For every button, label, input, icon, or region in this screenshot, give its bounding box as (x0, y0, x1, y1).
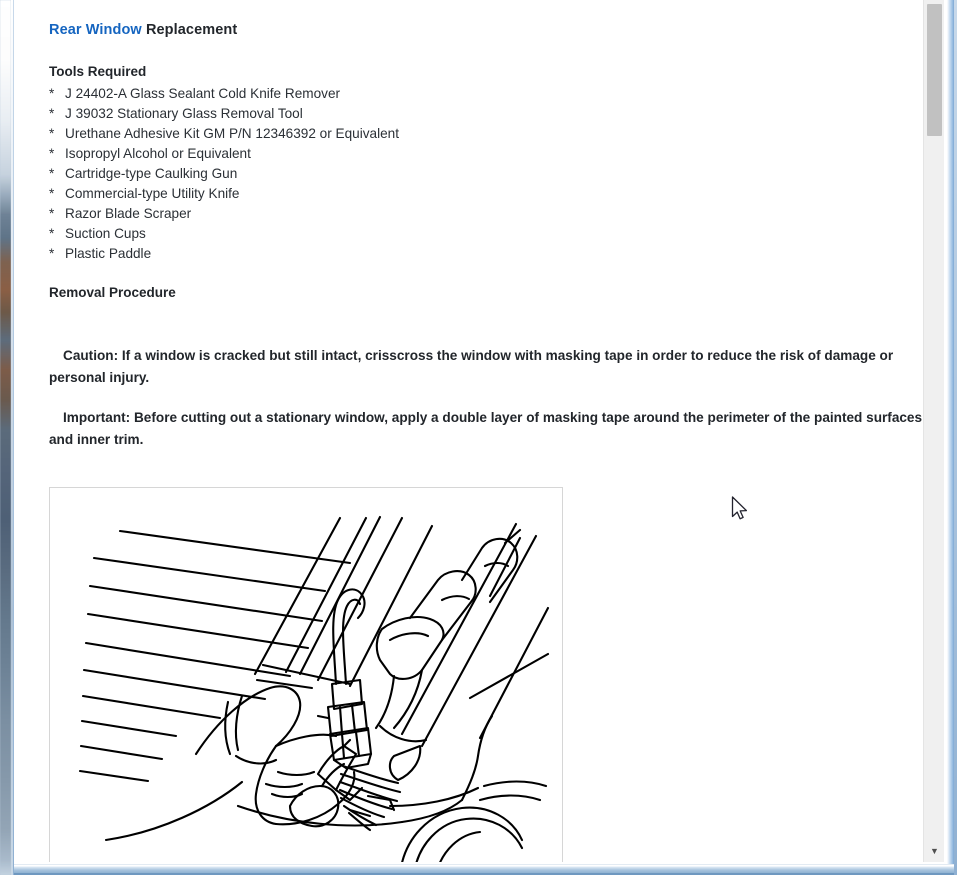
scroll-down-button[interactable] (924, 840, 945, 862)
bullet-marker: * (49, 86, 55, 101)
tools-required-heading: Tools Required (49, 64, 147, 79)
bullet-marker: * (49, 166, 55, 181)
list-item (49, 244, 399, 264)
bullet-marker: * (49, 146, 55, 161)
bullet-marker: * (49, 226, 55, 241)
list-item (49, 104, 399, 124)
background-window-strip[interactable] (0, 0, 11, 875)
page-title-link[interactable]: Rear Window (49, 22, 142, 38)
list-item-label: Isopropyl Alcohol or Equivalent (65, 146, 251, 161)
list-item (49, 224, 399, 244)
document-viewer-window (13, 0, 957, 875)
removal-procedure-heading: Removal Procedure (49, 285, 176, 300)
list-item (49, 184, 399, 204)
chevron-down-icon: ▼ (930, 845, 939, 856)
caution-note: Caution: If a window is cracked but still intact, crisscross the window with masking tape in order to reduce the risk of damage or personal injury. (49, 348, 894, 385)
window-bottom-frame (14, 864, 957, 875)
page-title (49, 22, 237, 38)
bullet-marker: * (49, 106, 55, 121)
important-note: Important: Before cutting out a stationary window, apply a double layer of masking tape around the perimeter of the painted surfaces and inner trim. (49, 410, 923, 447)
bullet-marker: * (49, 126, 55, 141)
vertical-scrollbar[interactable] (923, 0, 944, 862)
page-title-rest: Replacement (141, 22, 238, 38)
list-item-label: Urethane Adhesive Kit GM P/N 12346392 or Equivalent (65, 126, 400, 141)
list-item-label: Plastic Paddle (65, 246, 152, 261)
list-item-label: J 24402-A Glass Sealant Cold Knife Remover (65, 86, 341, 101)
list-item-label: J 39032 Stationary Glass Removal Tool (65, 106, 303, 121)
list-item (49, 124, 399, 144)
vertical-scrollbar-thumb[interactable] (927, 4, 942, 136)
list-item (49, 204, 399, 224)
list-item (49, 164, 399, 184)
document-canvas[interactable] (14, 0, 926, 862)
list-item (49, 144, 399, 164)
list-item-label: Razor Blade Scraper (65, 206, 192, 221)
list-item-label: Suction Cups (65, 226, 146, 241)
window-right-frame (947, 0, 954, 875)
list-item (49, 84, 399, 104)
bullet-marker: * (49, 186, 55, 201)
list-item-label: Commercial-type Utility Knife (65, 186, 240, 201)
tools-required-list (49, 84, 399, 264)
bullet-marker: * (49, 246, 55, 261)
list-item-label: Cartridge-type Caulking Gun (65, 166, 238, 181)
bullet-marker: * (49, 206, 55, 221)
figure-rear-window-connector[interactable] (49, 487, 563, 862)
connector-line-drawing (50, 488, 562, 862)
